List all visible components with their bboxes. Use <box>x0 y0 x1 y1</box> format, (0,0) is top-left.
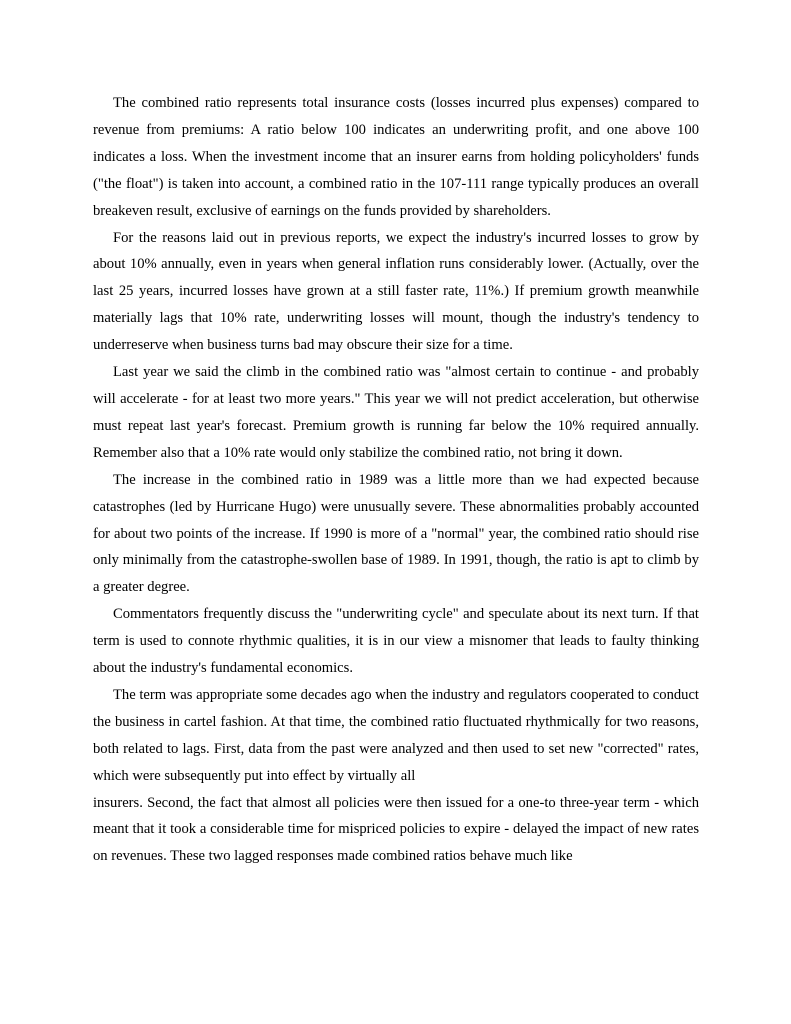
paragraph-last-year-forecast: Last year we said the climb in the combined ratio was "almost certain to continue - and probably will accelerate - for at least two more years." This year we will not predict acceleration, but otherwise must repeat last year's forecast. Premium growth is running far below the 10% required annually. Remember also that a 10% rate would only stabilize the combined ratio, not bring it down. <box>93 364 699 461</box>
document-page <box>93 90 699 870</box>
paragraph-incurred-losses-growth: For the reasons laid out in previous reports, we expect the industry's incurred losses to grow by about 10% annually, even in years when general inflation runs considerably lower. (Actually, over the last 25 years, incurred losses have grown at a still faster rate, 11%.) If premium growth meanwhile materially lags that 10% rate, underwriting losses will mount, though the industry's tendency to underreserve when business turns bad may obscure their size for a time. <box>93 229 699 354</box>
paragraph-lagged-responses: insurers. Second, the fact that almost all policies were then issued for a one-to three-year term - which meant that it took a considerable time for mispriced policies to expire - delayed the impact of new rates on revenues. These two lagged responses made combined ratios behave much like <box>93 794 699 865</box>
paragraph-cartel-history: The term was appropriate some decades ago when the industry and regulators cooperated to conduct the business in cartel fashion. At that time, the combined ratio fluctuated rhythmically for two reasons, both related to lags. First, data from the past were analyzed and then used to set new "corrected" rates, which were subsequently put into effect by virtually all <box>93 686 699 784</box>
paragraph-combined-ratio-definition: The combined ratio represents total insurance costs (losses incurred plus expenses) compared to revenue from premiums: A ratio below 100 indicates an underwriting profit, and one above 100 indicates a loss. When the investment income that an insurer earns from holding policyholders' funds ("the float") is taken into account, a combined ratio in the 107-111 range typically produces an overall breakeven result, exclusive of earnings on the funds provided by shareholders. <box>93 95 699 219</box>
paragraph-underwriting-cycle: Commentators frequently discuss the "underwriting cycle" and speculate about its next turn. If that term is used to connote rhythmic qualities, it is in our view a misnomer that leads to faulty thinking about the industry's fundamental economics. <box>93 606 699 677</box>
paragraph-1989-increase: The increase in the combined ratio in 1989 was a little more than we had expected because catastrophes (led by Hurricane Hugo) were unusually severe. These abnormalities probably accounted for about two points of the increase. If 1990 is more of a "normal" year, the combined ratio should rise only minimally from the catastrophe-swollen base of 1989. In 1991, though, the ratio is apt to climb by a greater degree. <box>93 471 699 596</box>
